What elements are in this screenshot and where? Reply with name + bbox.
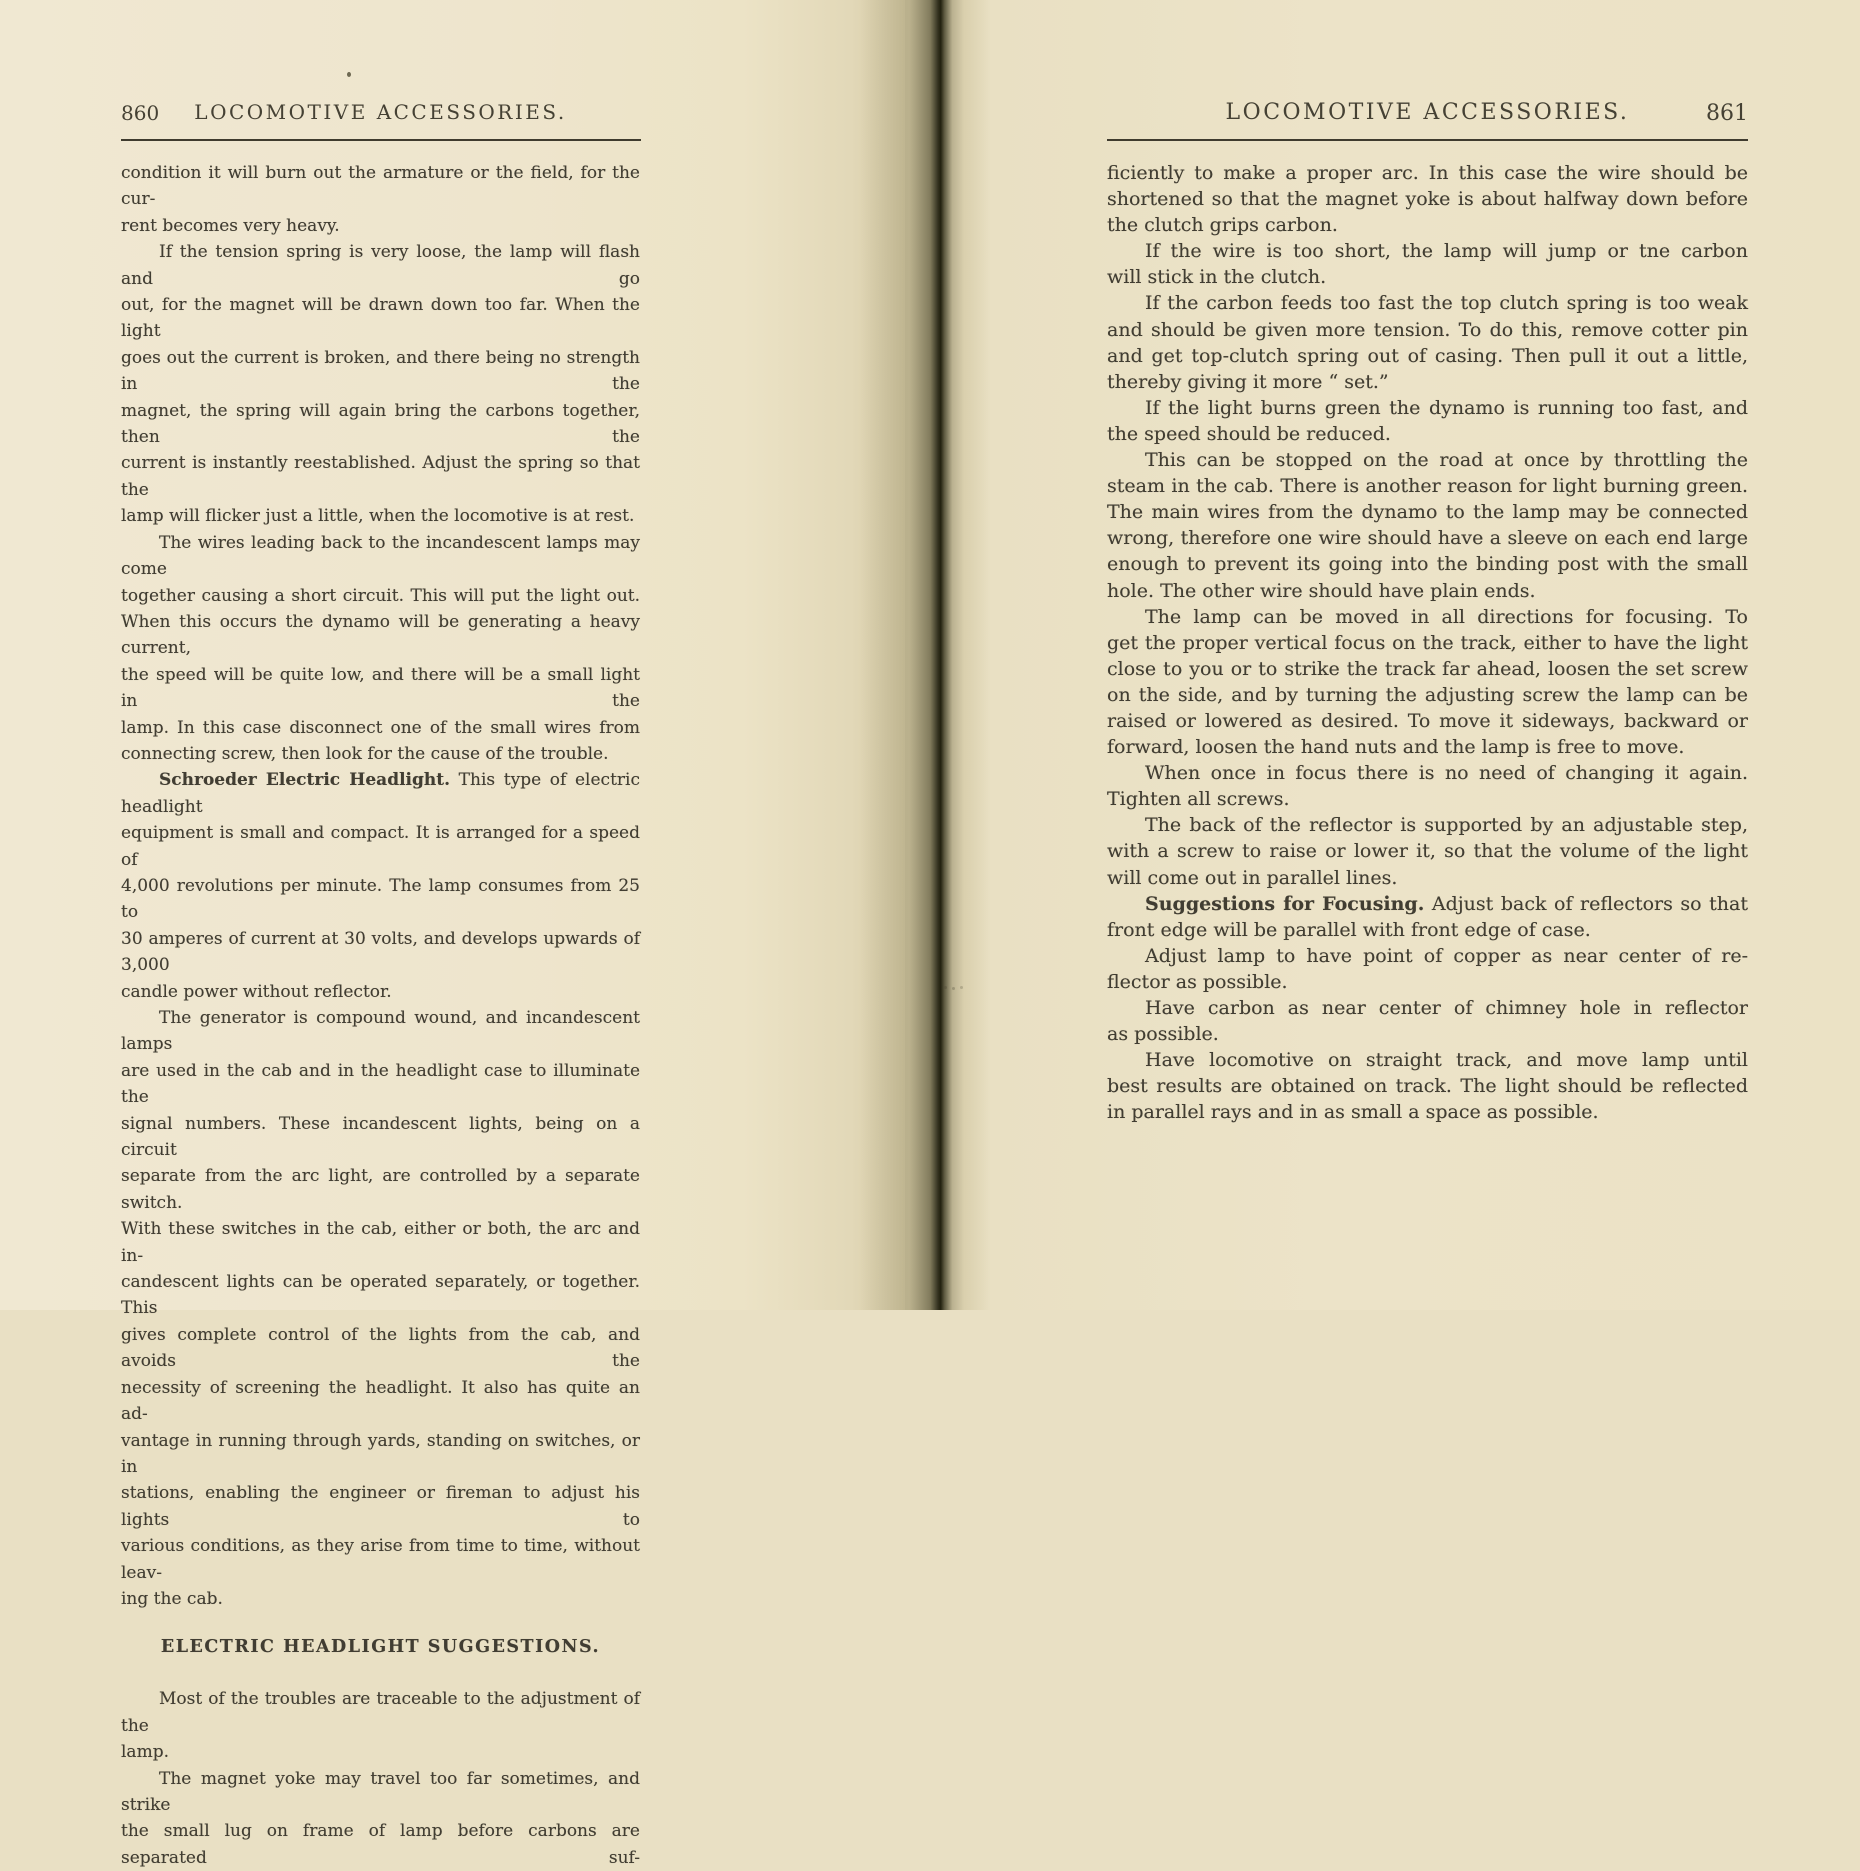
paragraph <box>1107 1047 1748 1125</box>
text-line: out, for the magnet will be drawn down too far. When the light <box>121 295 640 342</box>
text-line: necessity of screening the headlight. It also has quite an ad- <box>121 1377 640 1425</box>
right-running-title: LOCOMOTIVE ACCESSORIES. <box>1225 100 1630 125</box>
text-line: ficiently to make a proper arc. In this case the wire should be <box>1107 162 1748 184</box>
left-running-title: LOCOMOTIVE ACCESSORIES. <box>194 100 567 124</box>
text-line: gives complete control of the lights from the cab, and avoids the <box>121 1324 640 1372</box>
text-line: the small lug on frame of lamp before carbons are separated suf- <box>121 1821 640 1868</box>
text-line: Schroeder Electric Headlight. This type of electric headlight <box>121 770 640 817</box>
paragraph <box>121 767 640 1005</box>
paragraph <box>1107 943 1748 995</box>
text-line: and get top-clutch spring out of casing. Then pull it out a little, <box>1107 344 1748 367</box>
right-page-number: 861 <box>1706 101 1748 126</box>
text-line: forward, loosen the hand nuts and the lamp is free to move. <box>1107 736 1685 759</box>
left-page-number: 860 <box>121 101 160 125</box>
ink-speck <box>347 72 351 77</box>
text-line: shortened so that the magnet yoke is about halfway down before <box>1107 188 1748 211</box>
text-line: The generator is compound wound, and incandescent lamps <box>121 1008 640 1055</box>
paragraph <box>1107 891 1748 943</box>
text-line: connecting screw, then look for the cause of the trouble. <box>121 743 609 764</box>
text-line: If the tension spring is very loose, the lamp will flash and go <box>121 242 640 289</box>
text-line: Suggestions for Focusing. Adjust back of reflectors so that <box>1145 892 1748 915</box>
left-page-body <box>121 160 640 1871</box>
text-line: and should be given more tension. To do this, remove cotter pin <box>1107 318 1748 341</box>
text-line: goes out the current is broken, and there being no strength in the <box>121 347 640 395</box>
text-line: in parallel rays and in as small a space as possible. <box>1107 1101 1599 1124</box>
text-line: When this occurs the dynamo will be generating a heavy current, <box>121 611 640 659</box>
text-line: best results are obtained on track. The light should be reflected <box>1107 1075 1748 1098</box>
text-line: Tighten all screws. <box>1107 788 1290 811</box>
text-line: close to you or to strike the track far ahead, loosen the set screw <box>1107 657 1748 680</box>
paragraph <box>1107 604 1748 761</box>
right-head-rule <box>1107 139 1748 141</box>
text-line: lamp. In this case disconnect one of the small wires from <box>121 717 640 738</box>
text-line: wrong, therefore one wire should have a sleeve on each end large <box>1107 527 1748 550</box>
text-line: With these switches in the cab, either or both, the arc and in- <box>121 1219 640 1266</box>
text-line: Adjust lamp to have point of copper as near center of re- <box>1145 944 1748 967</box>
text-line: condition it will burn out the armature or the field, for the cur- <box>121 163 640 210</box>
paragraph <box>1107 812 1748 890</box>
section-heading: ELECTRIC HEADLIGHT SUGGESTIONS. <box>160 1637 601 1658</box>
right-running-head <box>1107 100 1748 125</box>
text-line: candle power without reflector. <box>121 981 392 1002</box>
text-line: candescent lights can be operated separately, or together. This <box>121 1272 640 1319</box>
text-line: flector as possible. <box>1107 970 1288 993</box>
paragraph <box>121 1766 640 1871</box>
paragraph <box>1107 760 1748 812</box>
text-line: current is instantly reestablished. Adjust the spring so that the <box>121 453 640 500</box>
text-line: If the light burns green the dynamo is running too fast, and <box>1145 396 1748 419</box>
text-line: lamp will flicker just a little, when the locomotive is at rest. <box>121 506 635 527</box>
paragraph <box>121 1005 640 1612</box>
text-line: Most of the troubles are traceable to the adjustment of the <box>121 1689 640 1736</box>
text-line: When once in focus there is no need of changing it again. <box>1145 762 1748 785</box>
text-line: various conditions, as they arise from time to time, without leav- <box>121 1536 640 1583</box>
text-line: The main wires from the dynamo to the lamp may be connected <box>1107 501 1748 524</box>
text-line: front edge will be parallel with front edge of case. <box>1107 918 1591 941</box>
text-line: are used in the cab and in the headlight case to illuminate the <box>121 1060 640 1108</box>
text-line: steam in the cab. There is another reason for light burning green. <box>1107 475 1748 498</box>
text-line: The back of the reflector is supported by an adjustable step, <box>1145 814 1748 837</box>
paragraph <box>1107 160 1748 238</box>
text-line: together causing a short circuit. This will put the light out. <box>121 585 640 606</box>
paragraph <box>1107 995 1748 1047</box>
left-running-head <box>121 100 640 124</box>
paragraph <box>1107 238 1748 290</box>
paragraph <box>121 530 640 768</box>
paragraph <box>1107 290 1748 394</box>
text-line: thereby giving it more “ set.” <box>1107 370 1389 393</box>
text-line: rent becomes very heavy. <box>121 215 340 236</box>
text-line: lamp. <box>121 1742 169 1763</box>
text-line: magnet, the spring will again bring the carbons together, then the <box>121 400 640 448</box>
paragraph <box>121 160 640 239</box>
ink-speck <box>944 986 947 989</box>
text-line: The wires leading back to the incandescent lamps may come <box>121 532 640 580</box>
text-line: as possible. <box>1107 1023 1219 1046</box>
text-line: Have carbon as near center of chimney hole in reflector <box>1145 997 1748 1019</box>
text-line: The magnet yoke may travel too far sometimes, and strike <box>121 1768 640 1815</box>
text-line: 4,000 revolutions per minute. The lamp consumes from 25 to <box>121 875 640 923</box>
right-page-body <box>1107 160 1748 1125</box>
text-line: 30 amperes of current at 30 volts, and develops upwards of 3,000 <box>121 928 640 976</box>
text-line: hole. The other wire should have plain ends. <box>1107 579 1536 602</box>
text-line: Have locomotive on straight track, and move lamp until <box>1145 1049 1748 1072</box>
text-line: vantage in running through yards, standing on switches, or in <box>121 1430 640 1477</box>
text-line: enough to prevent its going into the binding post with the small <box>1107 553 1748 576</box>
paragraph <box>1107 395 1748 447</box>
text-line: the speed will be quite low, and there will be a small light in the <box>121 664 640 712</box>
paragraph <box>121 239 640 529</box>
text-line: The lamp can be moved in all directions for focusing. To <box>1145 605 1748 628</box>
text-line: get the proper vertical focus on the track, either to have the light <box>1107 631 1748 654</box>
paragraph <box>121 1686 640 1765</box>
text-line: with a screw to raise or lower it, so that the volume of the light <box>1107 840 1748 863</box>
bold-lead-in: Suggestions for Focusing. <box>1145 892 1425 915</box>
text-line: If the wire is too short, the lamp will jump or tne carbon <box>1145 240 1748 263</box>
left-head-rule <box>121 139 641 141</box>
bold-lead-in: Schroeder Electric Headlight. <box>159 770 451 791</box>
text-line: If the carbon feeds too fast the top clutch spring is too weak <box>1145 292 1748 315</box>
text-line: will stick in the clutch. <box>1107 266 1327 289</box>
text-line: ing the cab. <box>121 1588 223 1609</box>
text-line: the speed should be reduced. <box>1107 422 1391 445</box>
paragraph <box>1107 447 1748 604</box>
text-line: equipment is small and compact. It is arranged for a speed of <box>121 823 640 870</box>
text-line: signal numbers. These incandescent lights, being on a circuit <box>121 1113 640 1161</box>
text-line: separate from the arc light, are controlled by a separate switch. <box>121 1166 640 1213</box>
text-line: stations, enabling the engineer or fireman to adjust his lights to <box>121 1483 640 1530</box>
text-line: This can be stopped on the road at once by throttling the <box>1145 449 1748 472</box>
text-line: on the side, and by turning the adjusting screw the lamp can be <box>1107 683 1748 706</box>
text-line: will come out in parallel lines. <box>1107 866 1398 889</box>
text-line: the clutch grips carbon. <box>1107 214 1338 237</box>
text-line: raised or lowered as desired. To move it sideways, backward or <box>1107 709 1748 732</box>
